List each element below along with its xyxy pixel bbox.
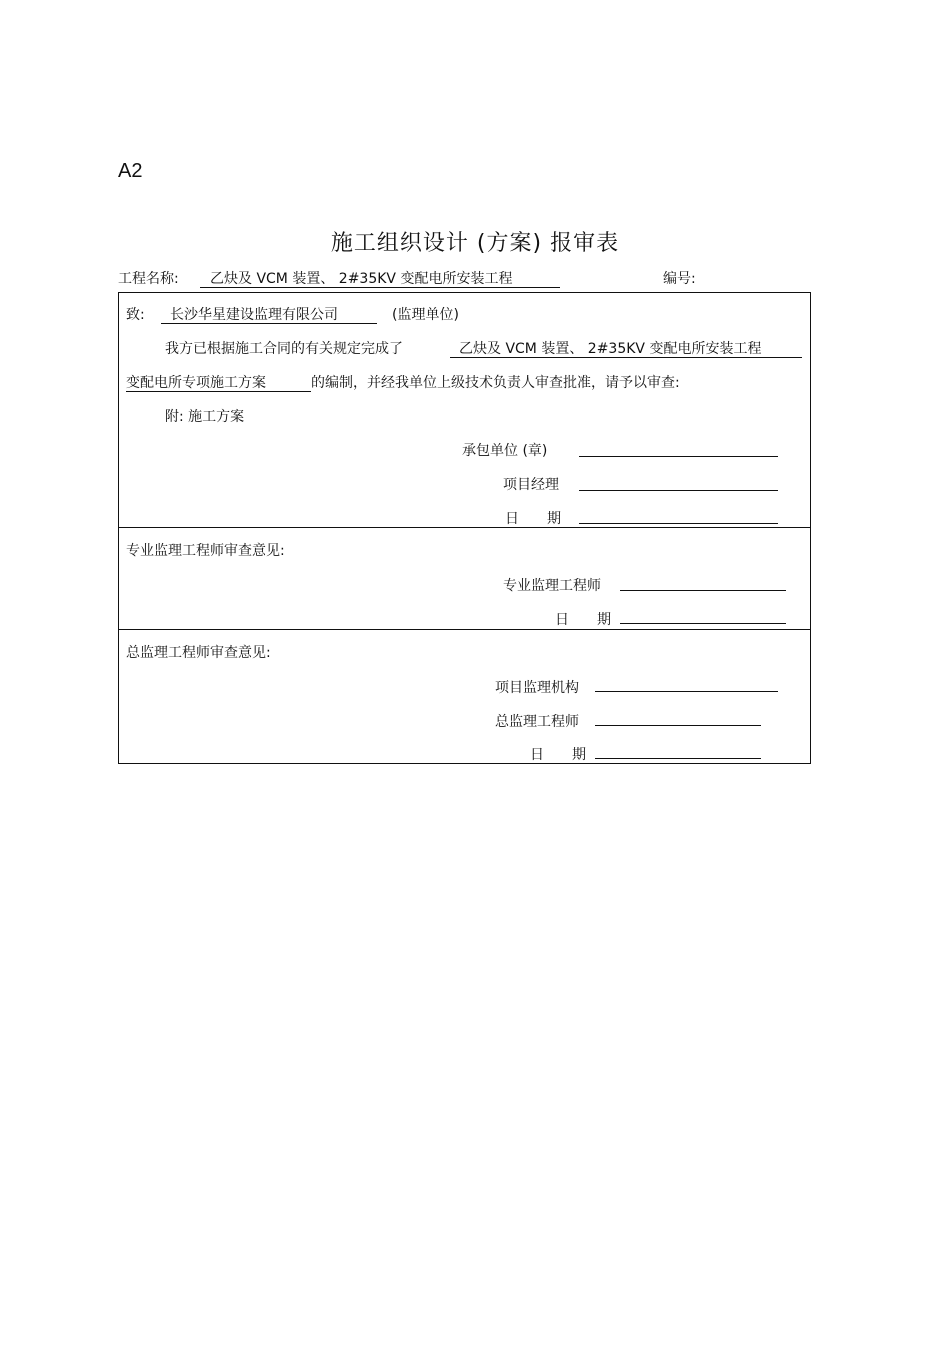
contractor-signature-line: [579, 456, 778, 457]
specialist-engineer-label: 专业监理工程师: [503, 578, 601, 594]
chief-engineer-label: 总监理工程师: [495, 714, 579, 730]
contractor-label: 承包单位 (章): [462, 443, 548, 459]
statement-prefix: 我方已根据施工合同的有关规定完成了: [165, 341, 403, 357]
date-line-2: [620, 623, 786, 624]
statement-project: 乙炔及 VCM 装置、 2#35KV 变配电所安装工程: [459, 341, 762, 357]
attachment-note: 附: 施工方案: [165, 409, 245, 425]
submission-section: [118, 292, 811, 528]
supervision-org-signature-line: [595, 691, 778, 692]
statement-suffix: 的编制，并经我单位上级技术负责人审查批准，请予以审查:: [311, 375, 680, 391]
date-label-1: 日 期: [505, 511, 561, 527]
supervisor-unit-suffix: (监理单位): [392, 307, 459, 323]
supervisor-unit-name: 长沙华星建设监理有限公司: [170, 307, 338, 323]
project-manager-signature-line: [579, 490, 778, 491]
statement-project-underline: [450, 357, 802, 358]
date-line-1: [579, 523, 778, 524]
chief-engineer-signature-line: [595, 725, 761, 726]
project-name-value: 乙炔及 VCM 装置、 2#35KV 变配电所安装工程: [210, 271, 513, 287]
specialist-review-heading: 专业监理工程师审查意见:: [126, 543, 285, 559]
statement-plan: 变配电所专项施工方案: [126, 375, 266, 391]
date-line-3: [595, 758, 761, 759]
to-label: 致:: [126, 307, 145, 323]
date-label-2: 日 期: [555, 612, 611, 628]
supervisor-unit-underline: [161, 323, 377, 324]
project-name-label: 工程名称:: [118, 271, 179, 287]
specialist-engineer-signature-line: [620, 590, 786, 591]
specialist-review-section: [118, 527, 811, 630]
page-title: 施工组织设计 (方案) 报审表: [330, 231, 620, 256]
number-label: 编号:: [663, 271, 696, 287]
statement-plan-underline: [126, 391, 311, 392]
chief-review-heading: 总监理工程师审查意见:: [126, 645, 271, 661]
supervision-org-label: 项目监理机构: [495, 680, 579, 696]
project-name-underline: [200, 287, 560, 288]
project-manager-label: 项目经理: [503, 477, 559, 493]
form-code: A2: [118, 160, 143, 182]
date-label-3: 日 期: [530, 747, 586, 763]
chief-review-section: [118, 629, 811, 764]
